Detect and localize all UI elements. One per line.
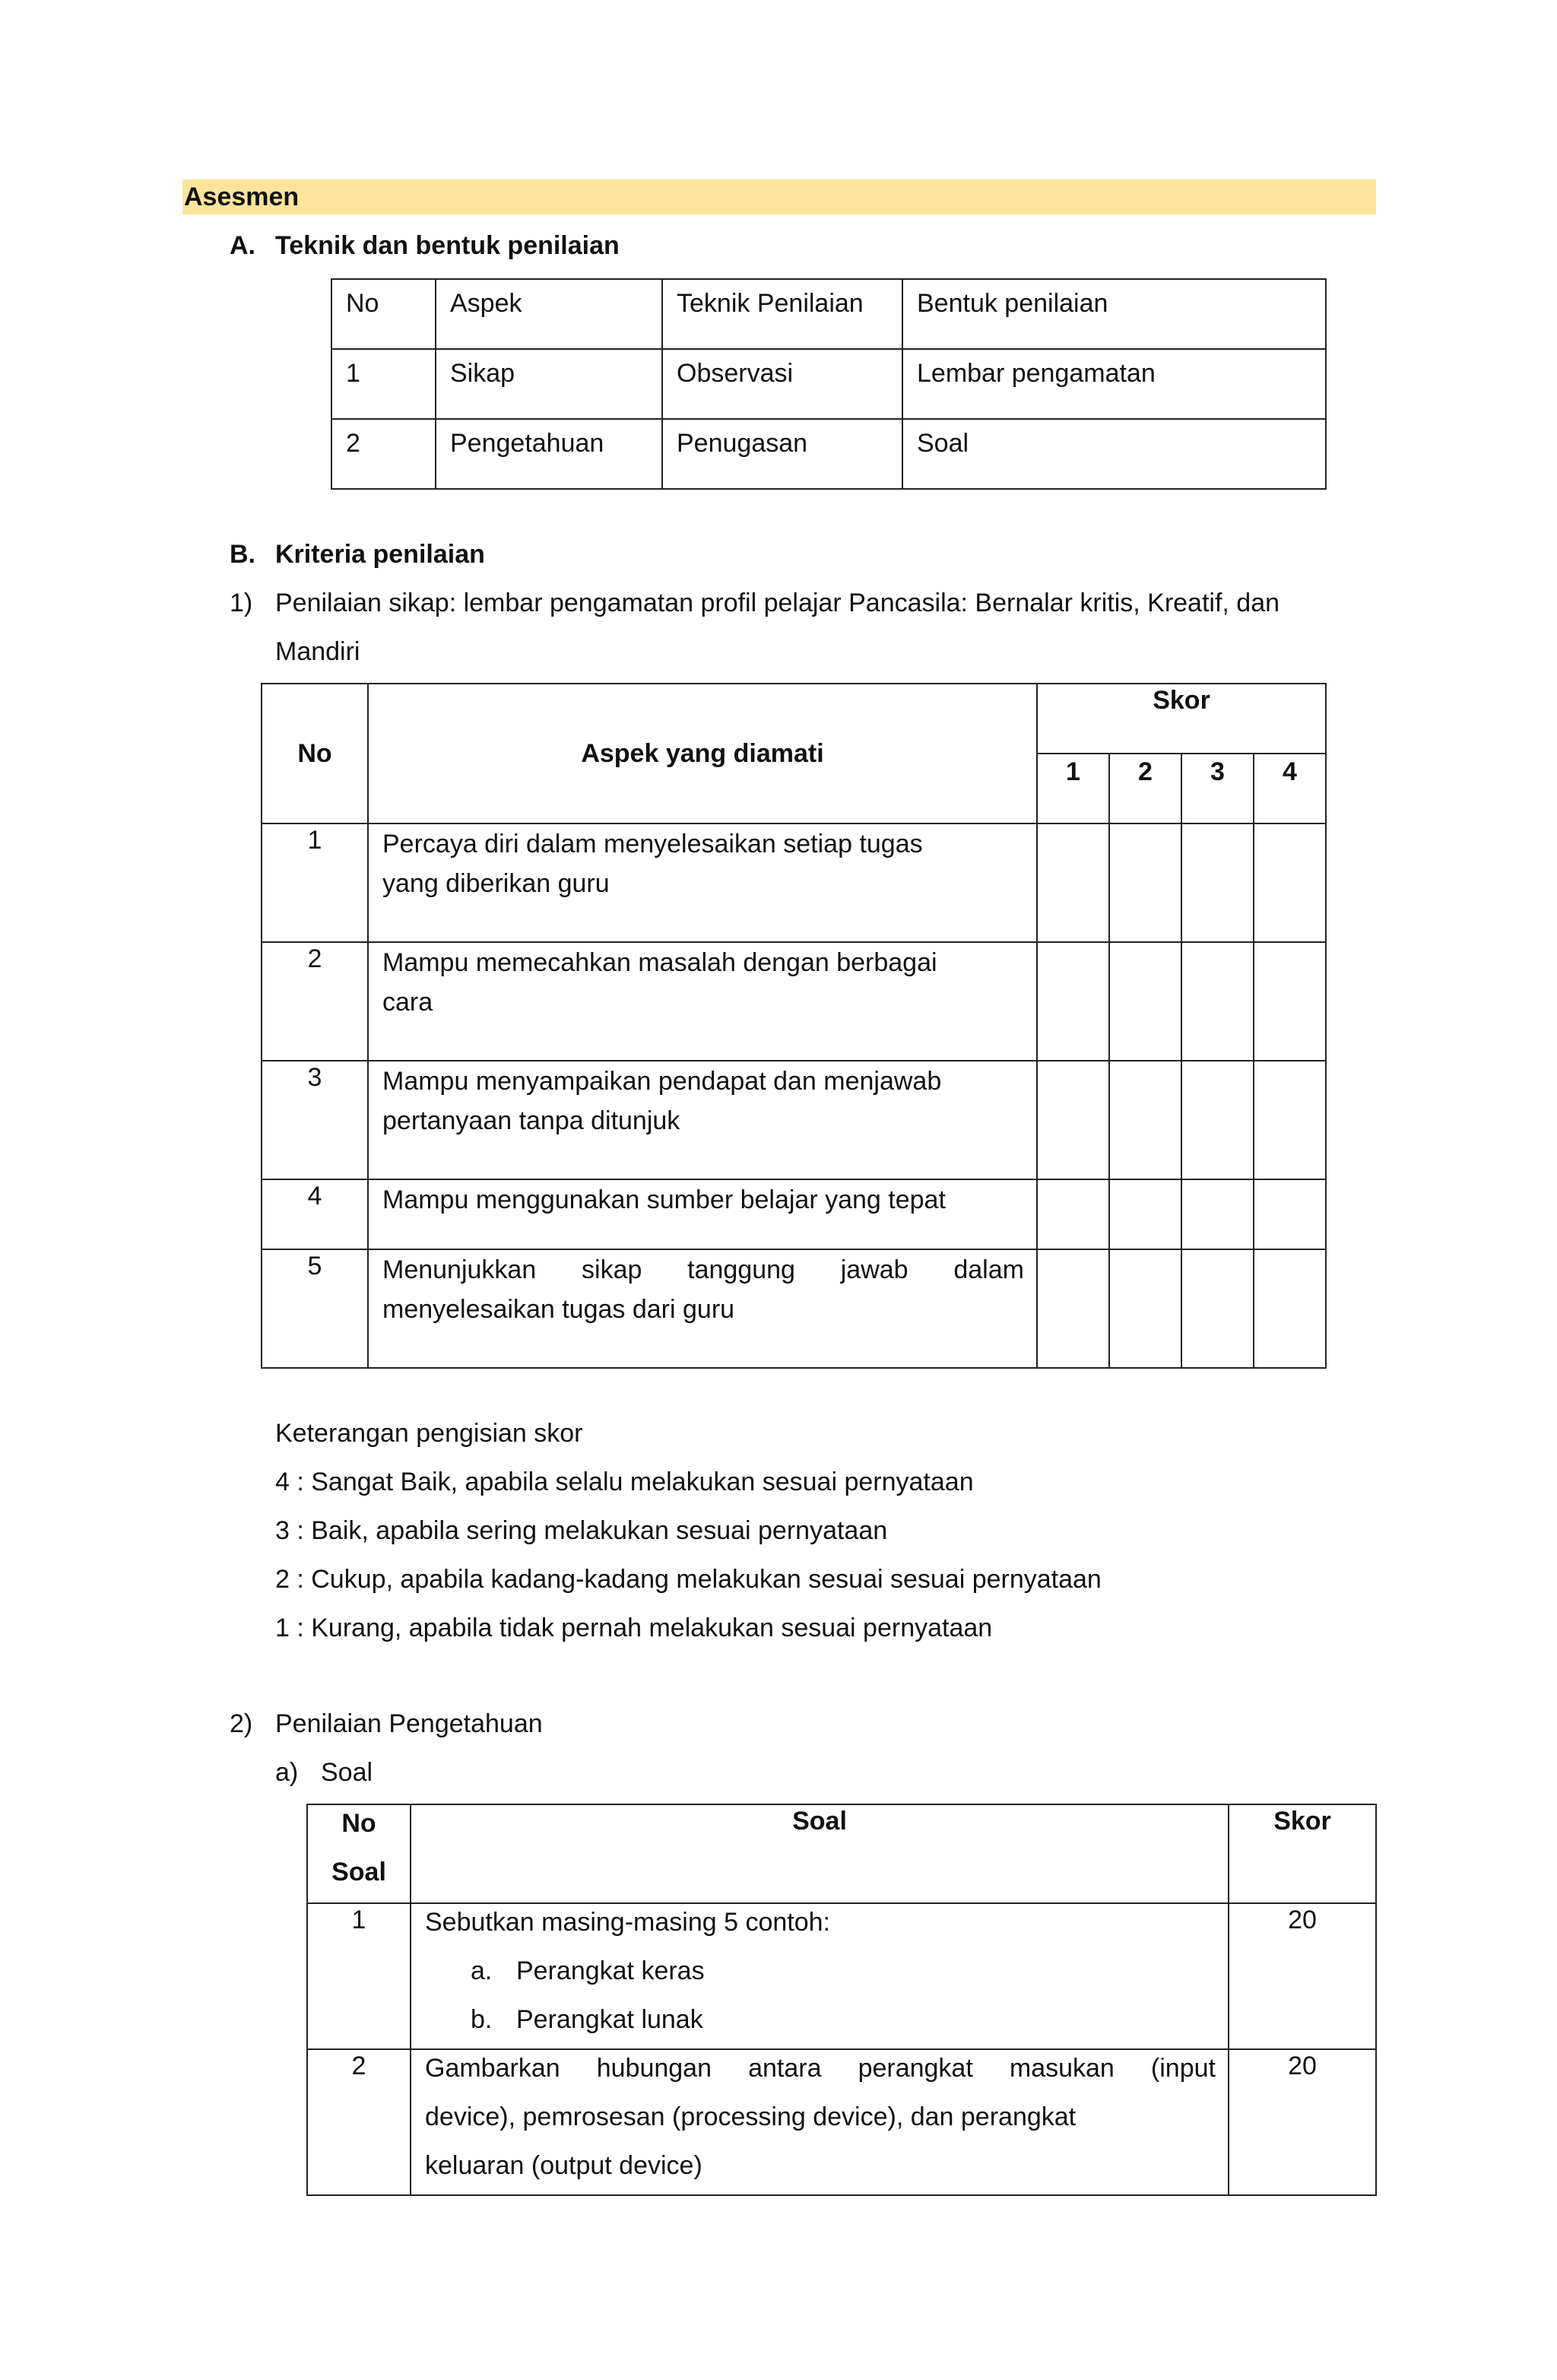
table-cell: Lembar pengamatan <box>902 349 1326 419</box>
item-1-text-line2: Mandiri <box>275 637 360 666</box>
word: perangkat <box>858 2054 973 2083</box>
word: antara <box>748 2054 822 2083</box>
section-b-title: Kriteria penilaian <box>275 540 485 569</box>
row-aspek-line1: Mampu memecahkan masalah dengan berbagai <box>382 948 937 977</box>
item-1-text-line1: Penilaian sikap: lembar pengamatan profil pelajar Pancasila: Bernalar kritis, Kreatif, dan <box>275 589 1280 617</box>
table-cell: Observasi <box>662 349 902 419</box>
header-no-line2: Soal <box>331 1858 386 1887</box>
skor-cell[interactable] <box>1181 1249 1254 1368</box>
keterangan-line: 3 : Baik, apabila sering melakukan sesuai pernyataan <box>275 1516 888 1545</box>
section-header-title: Asesmen <box>184 182 300 211</box>
soal-sub-label: b. <box>471 2005 493 2034</box>
skor-cell[interactable] <box>1109 942 1181 1061</box>
table-row <box>262 1061 1326 1179</box>
table-cell: Soal <box>902 419 1326 489</box>
skor-cell[interactable] <box>1109 1179 1181 1249</box>
row-aspek-line2: yang diberikan guru <box>382 869 610 898</box>
row-no: 1 <box>262 823 368 942</box>
table-header-no-soal <box>307 1804 411 1903</box>
skor-cell[interactable] <box>1109 823 1181 942</box>
soal-line3: keluaran (output device) <box>425 2151 702 2180</box>
soal-skor: 20 <box>1229 1903 1376 2049</box>
table-row <box>262 1179 1326 1249</box>
soal-sub-text: Perangkat lunak <box>516 2005 703 2034</box>
row-no: 5 <box>262 1249 368 1368</box>
section-a-label: A. <box>230 231 255 260</box>
soal-sub-item <box>425 1956 1216 1986</box>
word: sikap <box>582 1255 642 1284</box>
skor-cell[interactable] <box>1037 1249 1109 1368</box>
word: dalam <box>953 1255 1024 1284</box>
item-2-text: Penilaian Pengetahuan <box>275 1709 543 1738</box>
table-header-skor: Skor <box>1229 1804 1376 1903</box>
soal-intro: Sebutkan masing-masing 5 contoh: <box>425 1908 830 1937</box>
soal-line2: device), pemrosesan (processing device), dan perangkat <box>425 2102 1077 2131</box>
row-aspek <box>368 1179 1037 1249</box>
row-aspek-line1: Mampu menyampaikan pendapat dan menjawab <box>382 1067 942 1096</box>
table-row <box>262 1249 1326 1368</box>
skor-cell[interactable] <box>1109 1249 1181 1368</box>
soal-no: 1 <box>307 1903 411 2049</box>
word: masukan <box>1009 2054 1115 2083</box>
row-aspek-line1: Percaya diri dalam menyelesaikan setiap tugas <box>382 830 923 858</box>
soal-skor: 20 <box>1229 2049 1376 2195</box>
table-header-cell: Bentuk penilaian <box>902 279 1326 349</box>
table-header-no: No <box>262 684 368 823</box>
table-header-cell: No <box>331 279 436 349</box>
word: tanggung <box>687 1255 795 1284</box>
teknik-penilaian-table <box>331 278 1327 490</box>
soal-text <box>411 2049 1229 2195</box>
skor-cell[interactable] <box>1037 1179 1109 1249</box>
word: (input <box>1150 2054 1216 2083</box>
section-b-label: B. <box>230 540 255 569</box>
skor-col-header: 4 <box>1254 754 1326 823</box>
row-aspek-line2: cara <box>382 988 433 1017</box>
table-row <box>331 349 1326 419</box>
table-header-cell: Aspek <box>436 279 662 349</box>
skor-cell[interactable] <box>1254 823 1326 942</box>
table-cell: Penugasan <box>662 419 902 489</box>
word: jawab <box>840 1255 909 1284</box>
skor-cell[interactable] <box>1109 1061 1181 1179</box>
row-aspek-line1: Mampu menggunakan sumber belajar yang tepat <box>382 1185 946 1214</box>
soal-sub-item <box>425 2004 1216 2035</box>
keterangan-line: 4 : Sangat Baik, apabila selalu melakukan sesuai pernyataan <box>275 1468 974 1496</box>
aspek-pengamatan-table <box>261 683 1327 1369</box>
soal-text <box>411 1903 1229 2049</box>
table-row <box>262 823 1326 942</box>
soal-sub-label: a. <box>471 1956 493 1985</box>
keterangan-title: Keterangan pengisian skor <box>275 1419 583 1448</box>
table-row <box>331 419 1326 489</box>
skor-cell[interactable] <box>1037 942 1109 1061</box>
item-2a-text: Soal <box>321 1758 373 1787</box>
item-1-label: 1) <box>230 589 253 617</box>
row-aspek-line2: menyelesaikan tugas dari guru <box>382 1295 735 1324</box>
table-cell: 1 <box>331 349 436 419</box>
row-aspek <box>368 1061 1037 1179</box>
item-2a-label: a) <box>275 1758 299 1787</box>
section-header-asesmen <box>182 179 1376 214</box>
skor-col-header: 3 <box>1181 754 1254 823</box>
row-aspek-line1 <box>382 1255 1024 1285</box>
skor-col-header: 2 <box>1109 754 1181 823</box>
table-header-aspek: Aspek yang diamati <box>368 684 1037 823</box>
keterangan-line: 1 : Kurang, apabila tidak pernah melakukan sesuai pernyataan <box>275 1614 993 1642</box>
skor-cell[interactable] <box>1181 1061 1254 1179</box>
section-a-title: Teknik dan bentuk penilaian <box>275 231 620 260</box>
table-cell: Pengetahuan <box>436 419 662 489</box>
skor-cell[interactable] <box>1254 942 1326 1061</box>
skor-cell[interactable] <box>1037 823 1109 942</box>
header-no-line1: No <box>341 1809 376 1838</box>
skor-cell[interactable] <box>1254 1061 1326 1179</box>
word: Menunjukkan <box>382 1255 537 1284</box>
item-2-label: 2) <box>230 1709 253 1738</box>
word: hubungan <box>596 2054 712 2083</box>
soal-table <box>306 1804 1377 2196</box>
table-header-skor: Skor <box>1037 684 1326 754</box>
skor-cell[interactable] <box>1181 1179 1254 1249</box>
row-aspek <box>368 942 1037 1061</box>
table-row <box>307 1903 1376 2049</box>
row-aspek-line2: pertanyaan tanpa ditunjuk <box>382 1106 680 1135</box>
row-no: 3 <box>262 1061 368 1179</box>
keterangan-line: 2 : Cukup, apabila kadang-kadang melakukan sesuai sesuai pernyataan <box>275 1565 1102 1594</box>
skor-cell[interactable] <box>1037 1061 1109 1179</box>
row-no: 4 <box>262 1179 368 1249</box>
skor-cell[interactable] <box>1254 1179 1326 1249</box>
skor-cell[interactable] <box>1181 823 1254 942</box>
soal-no: 2 <box>307 2049 411 2195</box>
row-aspek <box>368 823 1037 942</box>
soal-line1 <box>425 2053 1216 2083</box>
table-header-soal: Soal <box>411 1804 1229 1903</box>
skor-cell[interactable] <box>1181 942 1254 1061</box>
word: Gambarkan <box>425 2054 560 2083</box>
table-cell: 2 <box>331 419 436 489</box>
skor-col-header: 1 <box>1037 754 1109 823</box>
row-no: 2 <box>262 942 368 1061</box>
soal-sub-text: Perangkat keras <box>516 1956 705 1985</box>
skor-cell[interactable] <box>1254 1249 1326 1368</box>
table-cell: Sikap <box>436 349 662 419</box>
table-row <box>262 942 1326 1061</box>
table-header-cell: Teknik Penilaian <box>662 279 902 349</box>
table-row <box>307 2049 1376 2195</box>
row-aspek <box>368 1249 1037 1368</box>
